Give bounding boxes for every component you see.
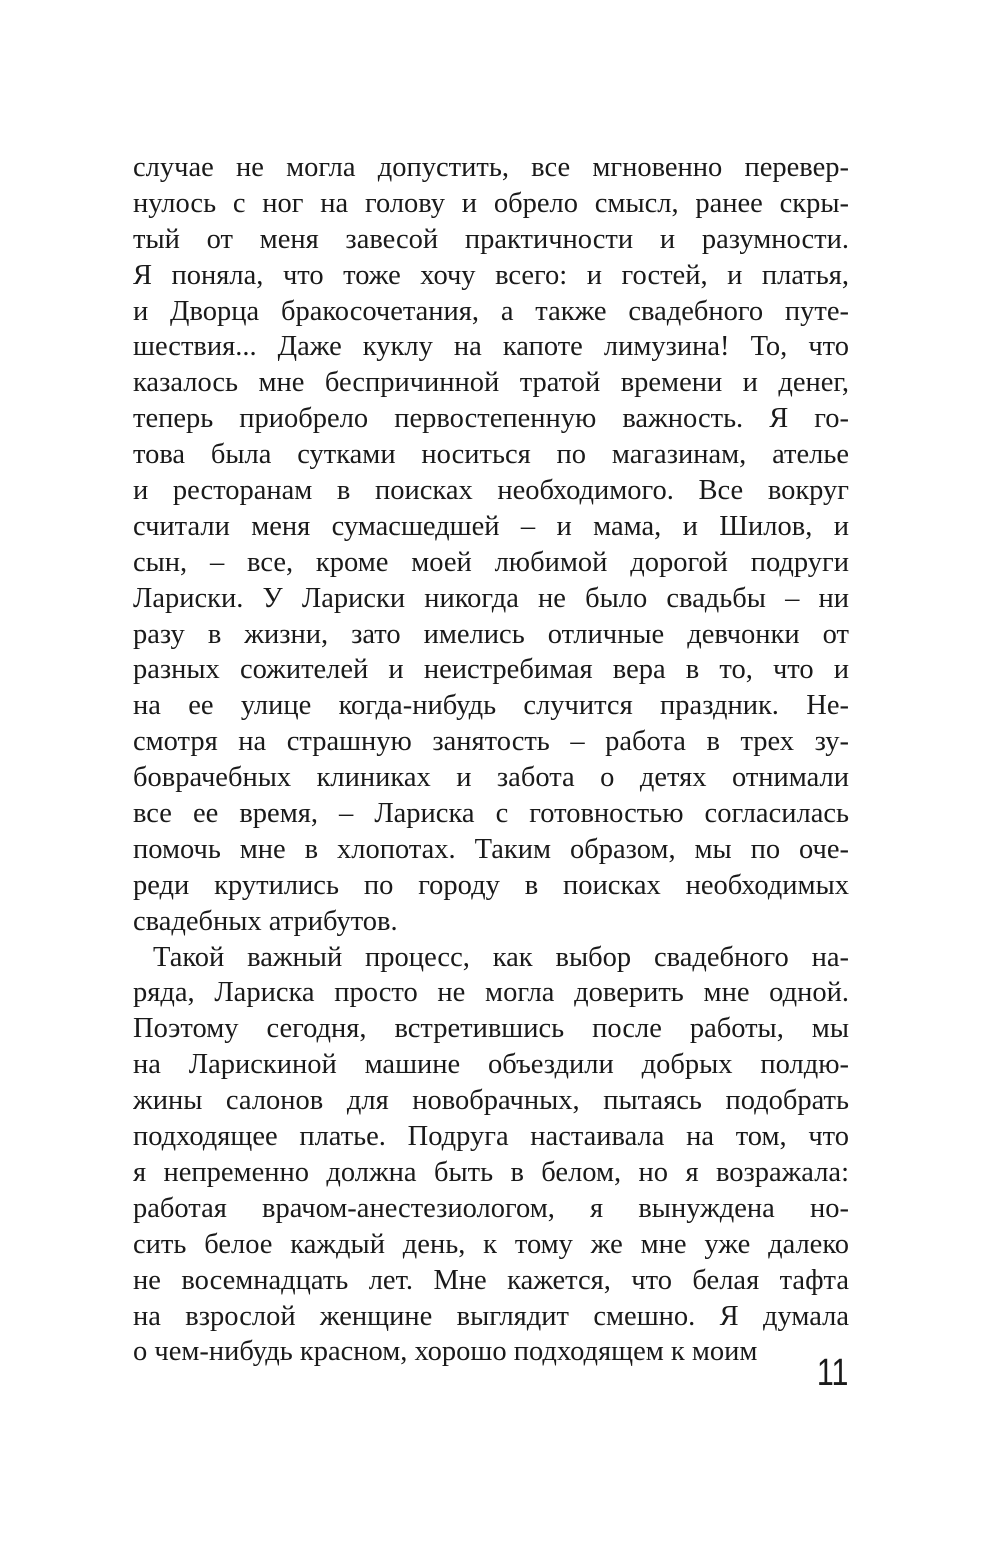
- text-line: на взрослой женщине выглядит смешно. Я думала: [133, 1300, 849, 1332]
- body-text: [133, 150, 849, 1370]
- text-line: считали меня сумасшедшей – и мама, и Шилов, и: [133, 510, 849, 542]
- text-line: смотря на страшную занятость – работа в трех зу-: [133, 726, 849, 758]
- text-line: Поэтому сегодня, встретившись после работы, мы: [133, 1013, 849, 1045]
- text-line: ряда, Лариска просто не могла доверить мне одной.: [133, 977, 849, 1009]
- text-line: тый от меня завесой практичности и разумности.: [133, 223, 849, 255]
- text-line: разу в жизни, зато имелись отличные девчонки от: [133, 618, 849, 650]
- text-line: работая врачом-анестезиологом, я вынуждена но-: [133, 1192, 849, 1224]
- text-line: помочь мне в хлопотах. Таким образом, мы по оче-: [133, 833, 849, 865]
- text-line: казалось мне беспричинной тратой времени и денег,: [133, 367, 849, 399]
- text-line: реди крутились по городу в поисках необходимых: [133, 869, 849, 901]
- text-line: сын, – все, кроме моей любимой дорогой подруги: [133, 546, 849, 578]
- text-line: и Дворца бракосочетания, а также свадебного путе-: [133, 295, 849, 327]
- text-line: Я поняла, что тоже хочу всего: и гостей, и платья,: [133, 259, 849, 291]
- text-line: жины салонов для новобрачных, пытаясь подобрать: [133, 1085, 849, 1117]
- text-line: не восемнадцать лет. Мне кажется, что белая тафта: [133, 1264, 849, 1296]
- text-line: на ее улице когда-нибудь случится праздник. Не-: [133, 690, 849, 722]
- text-line: теперь приобрело первостепенную важность. Я го-: [133, 403, 849, 435]
- text-line: разных сожителей и неистребимая вера в то, что и: [133, 654, 849, 686]
- text-line: на Ларискиной машине объездили добрых полдю-: [133, 1049, 849, 1081]
- text-line: я непременно должна быть в белом, но я возражала:: [133, 1156, 849, 1188]
- text-line: шествия... Даже куклу на капоте лимузина! То, что: [133, 331, 849, 363]
- text-line: нулось с ног на голову и обрело смысл, ранее скры-: [133, 187, 849, 219]
- text-line: Лариски. У Лариски никогда не было свадьбы – ни: [133, 582, 849, 614]
- text-line: подходящее платье. Подруга настаивала на том, что: [133, 1121, 849, 1153]
- text-line: о чем-нибудь красном, хорошо подходящем к моим: [133, 1336, 758, 1368]
- text-line: Такой важный процесс, как выбор свадебного на-: [153, 941, 849, 973]
- text-line: случае не могла допустить, все мгновенно перевер-: [133, 152, 849, 183]
- text-line: това была сутками носиться по магазинам, ателье: [133, 439, 849, 471]
- text-line: сить белое каждый день, к тому же мне уже далеко: [133, 1228, 849, 1260]
- text-line: свадебных атрибутов.: [133, 905, 398, 937]
- page-number: 11: [816, 1352, 848, 1394]
- text-line: боврачебных клиниках и забота о детях отнимали: [133, 762, 849, 794]
- text-line: и ресторанам в поисках необходимого. Все вокруг: [133, 475, 849, 507]
- text-line: все ее время, – Лариска с готовностью согласилась: [133, 798, 849, 830]
